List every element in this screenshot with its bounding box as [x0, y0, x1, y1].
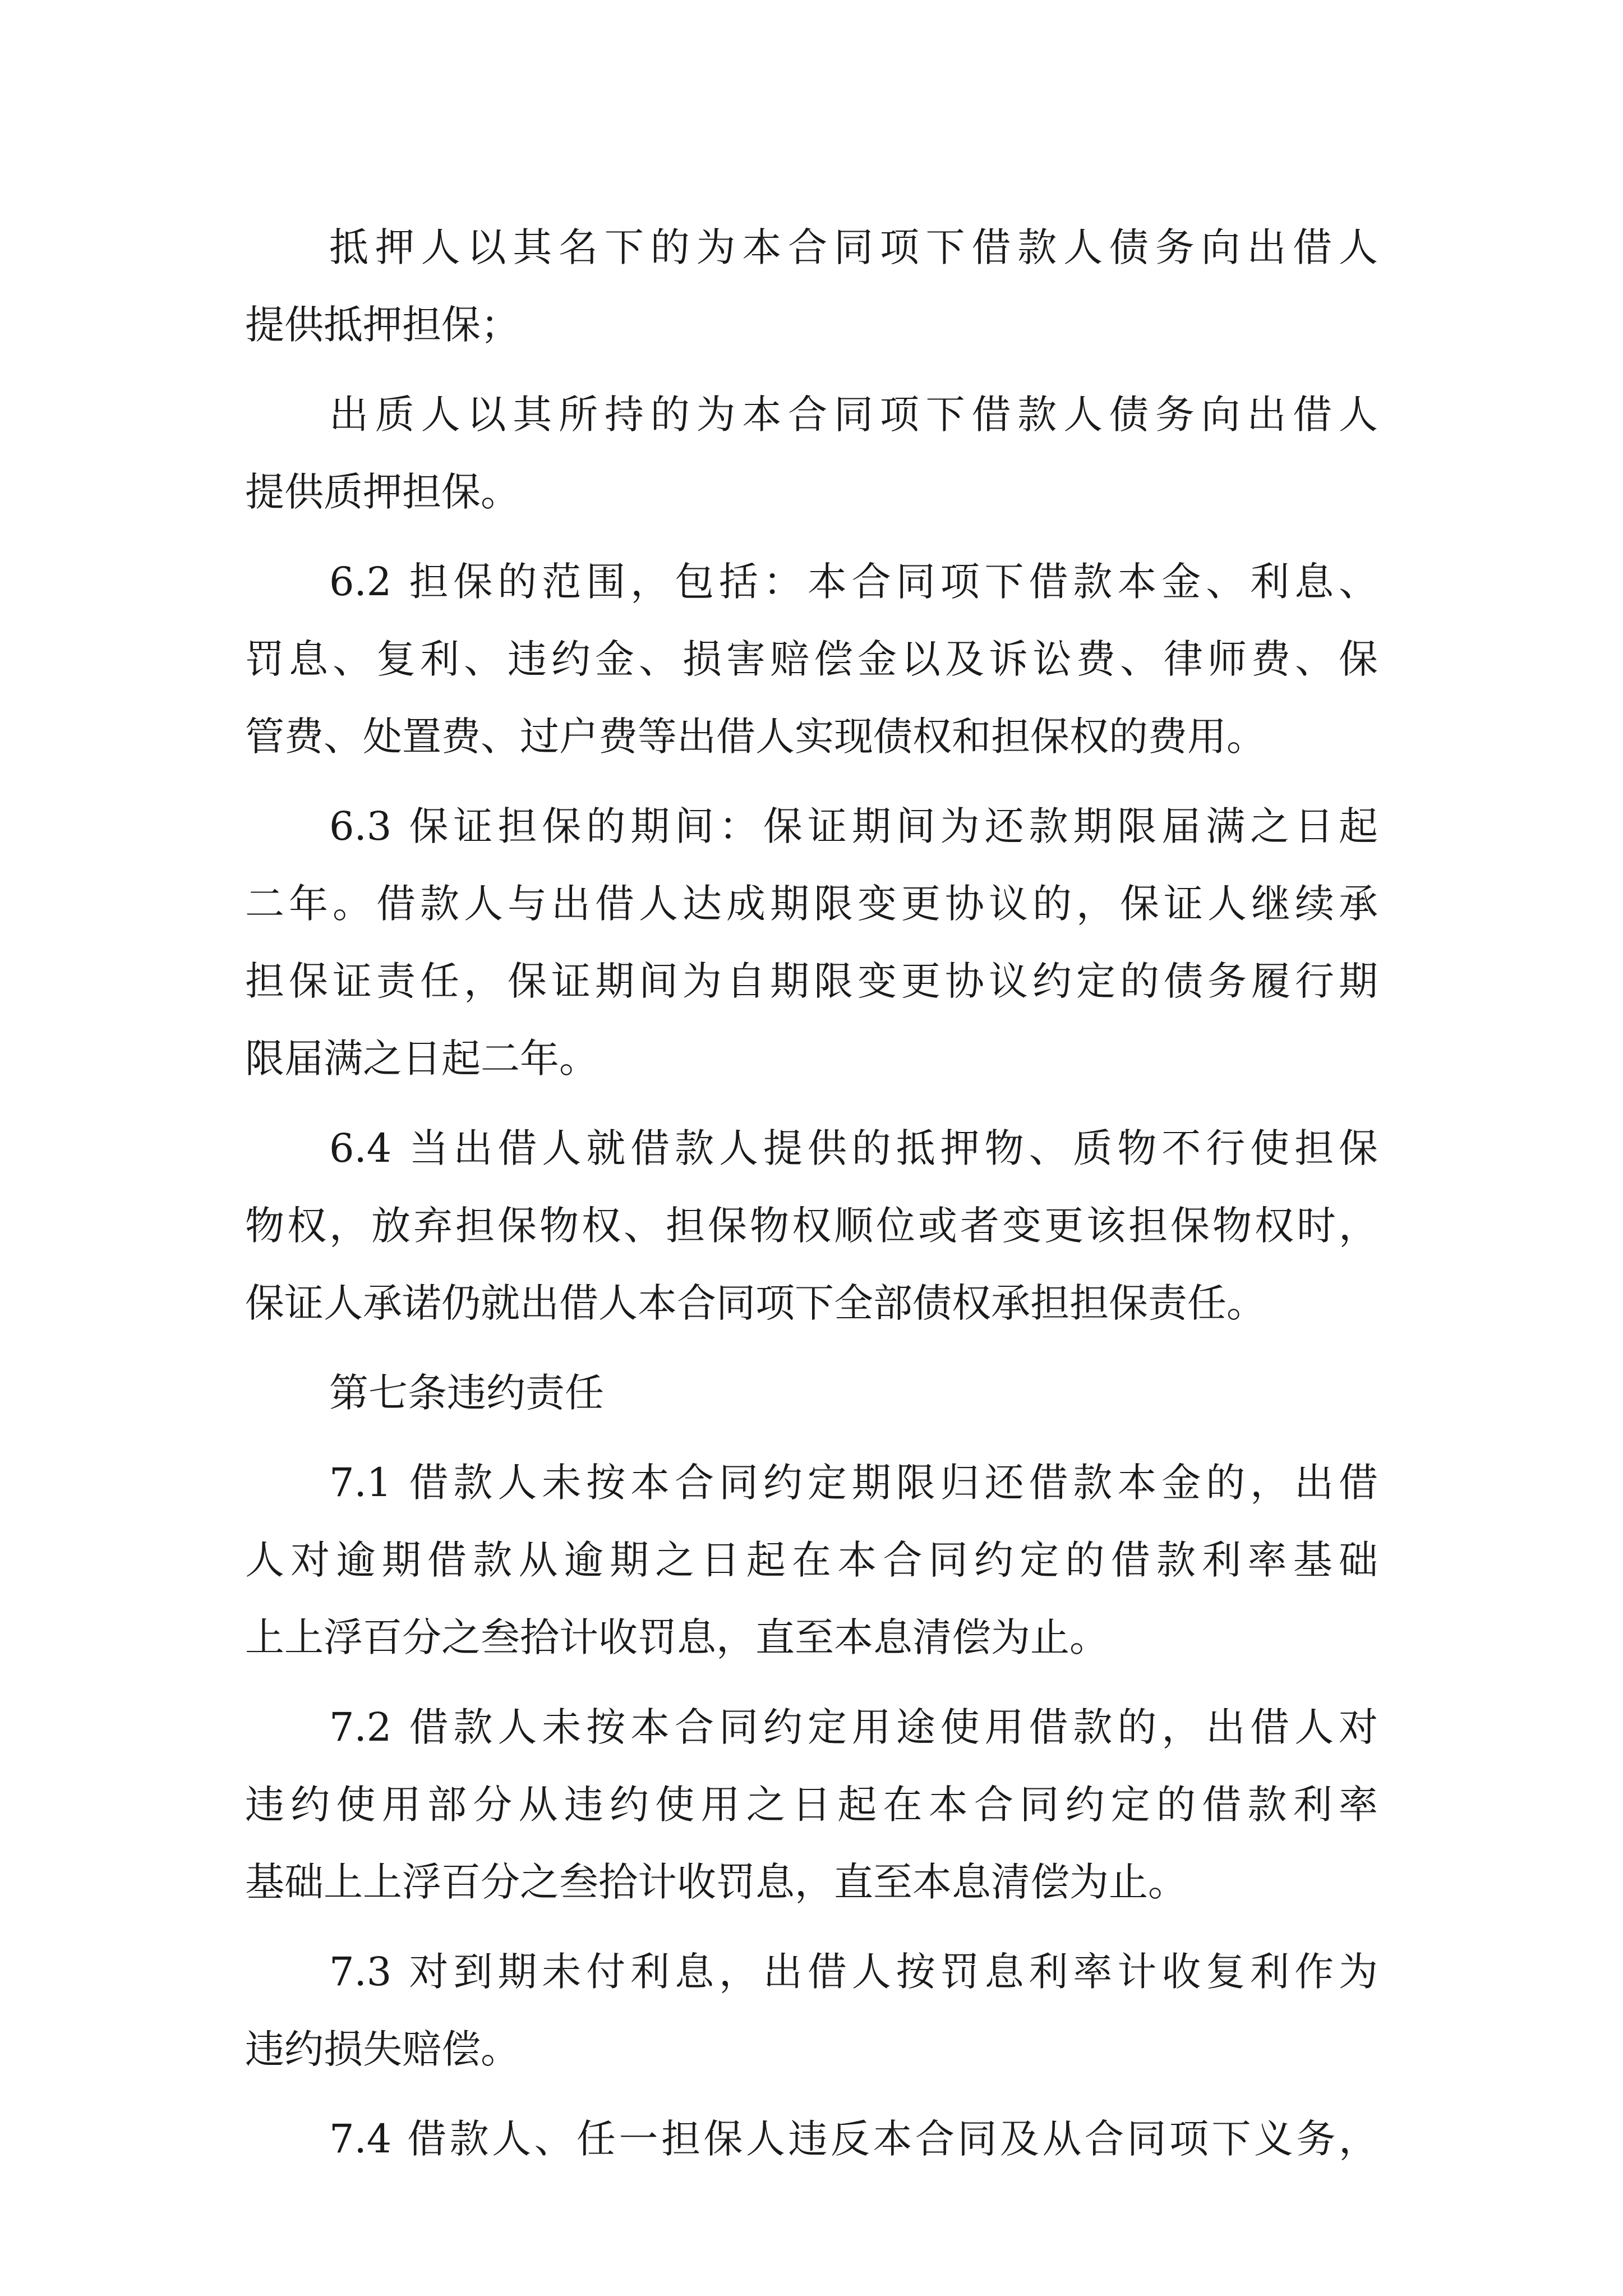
- paragraph-6-3-guarantee-period: [245, 788, 1378, 1097]
- text-line: 提供质押担保。: [245, 469, 520, 515]
- text-line: 管费、处置费、过户费等出借人实现债权和担保权的费用。: [245, 714, 1266, 760]
- text-line: 二年。借款人与出借人达成期限变更协议的，保证人继续承: [245, 881, 1378, 927]
- text-line: 违约损失赔偿。: [245, 2026, 520, 2072]
- text-line: 提供抵押担保；: [245, 302, 520, 348]
- text-line: 7.4 借款人、任一担保人违反本合同及从合同项下义务，: [329, 2116, 1378, 2162]
- text-line: 7.1 借款人未按本合同约定期限归还借款本金的，出借: [329, 1460, 1378, 1506]
- paragraph-6-2-guarantee-scope: [245, 543, 1378, 775]
- text-line: 6.3 保证担保的期间：保证期间为还款期限届满之日起: [329, 803, 1378, 849]
- paragraph-7-4-breach-of-obligations: [245, 2100, 1378, 2178]
- paragraph-6-4-guarantor-commitment: [245, 1110, 1378, 1342]
- text-line: 担保证责任，保证期间为自期限变更协议约定的债务履行期: [245, 958, 1378, 1004]
- text-line: 罚息、复利、违约金、损害赔偿金以及诉讼费、律师费、保: [245, 636, 1378, 682]
- section-heading-article-7: [245, 1354, 1378, 1432]
- paragraph-7-2-misuse-of-loan: [245, 1688, 1378, 1921]
- paragraph-7-1-overdue-principal: [245, 1444, 1378, 1676]
- text-line: 7.2 借款人未按本合同约定用途使用借款的，出借人对: [329, 1704, 1378, 1750]
- paragraph-7-3-unpaid-interest: [245, 1933, 1378, 2088]
- paragraph-pledge-guarantee: [245, 376, 1378, 531]
- text-line: 抵押人以其名下的为本合同项下借款人债务向出借人: [329, 224, 1378, 270]
- text-line: 7.3 对到期未付利息，出借人按罚息利率计收复利作为: [329, 1949, 1378, 1995]
- text-line: 保证人承诺仍就出借人本合同项下全部债权承担担保责任。: [245, 1280, 1266, 1326]
- text-line: 违约使用部分从违约使用之日起在本合同约定的借款利率: [245, 1782, 1378, 1828]
- text-line: 限届满之日起二年。: [245, 1036, 598, 1082]
- section-title: 第七条违约责任: [329, 1370, 604, 1416]
- text-line: 6.4 当出借人就借款人提供的抵押物、质物不行使担保: [329, 1125, 1378, 1171]
- text-line: 物权，放弃担保物权、担保物权顺位或者变更该担保物权时，: [245, 1203, 1378, 1249]
- text-line: 上上浮百分之叁拾计收罚息，直至本息清偿为止。: [245, 1614, 1109, 1660]
- paragraph-mortgage-guarantee: [245, 209, 1378, 364]
- document-body: [245, 209, 1378, 2190]
- text-line: 出质人以其所持的为本合同项下借款人债务向出借人: [329, 392, 1378, 438]
- text-line: 人对逾期借款从逾期之日起在本合同约定的借款利率基础: [245, 1537, 1378, 1583]
- text-line: 基础上上浮百分之叁拾计收罚息，直至本息清偿为止。: [245, 1859, 1187, 1905]
- text-line: 6.2 担保的范围，包括：本合同项下借款本金、利息、: [329, 559, 1378, 605]
